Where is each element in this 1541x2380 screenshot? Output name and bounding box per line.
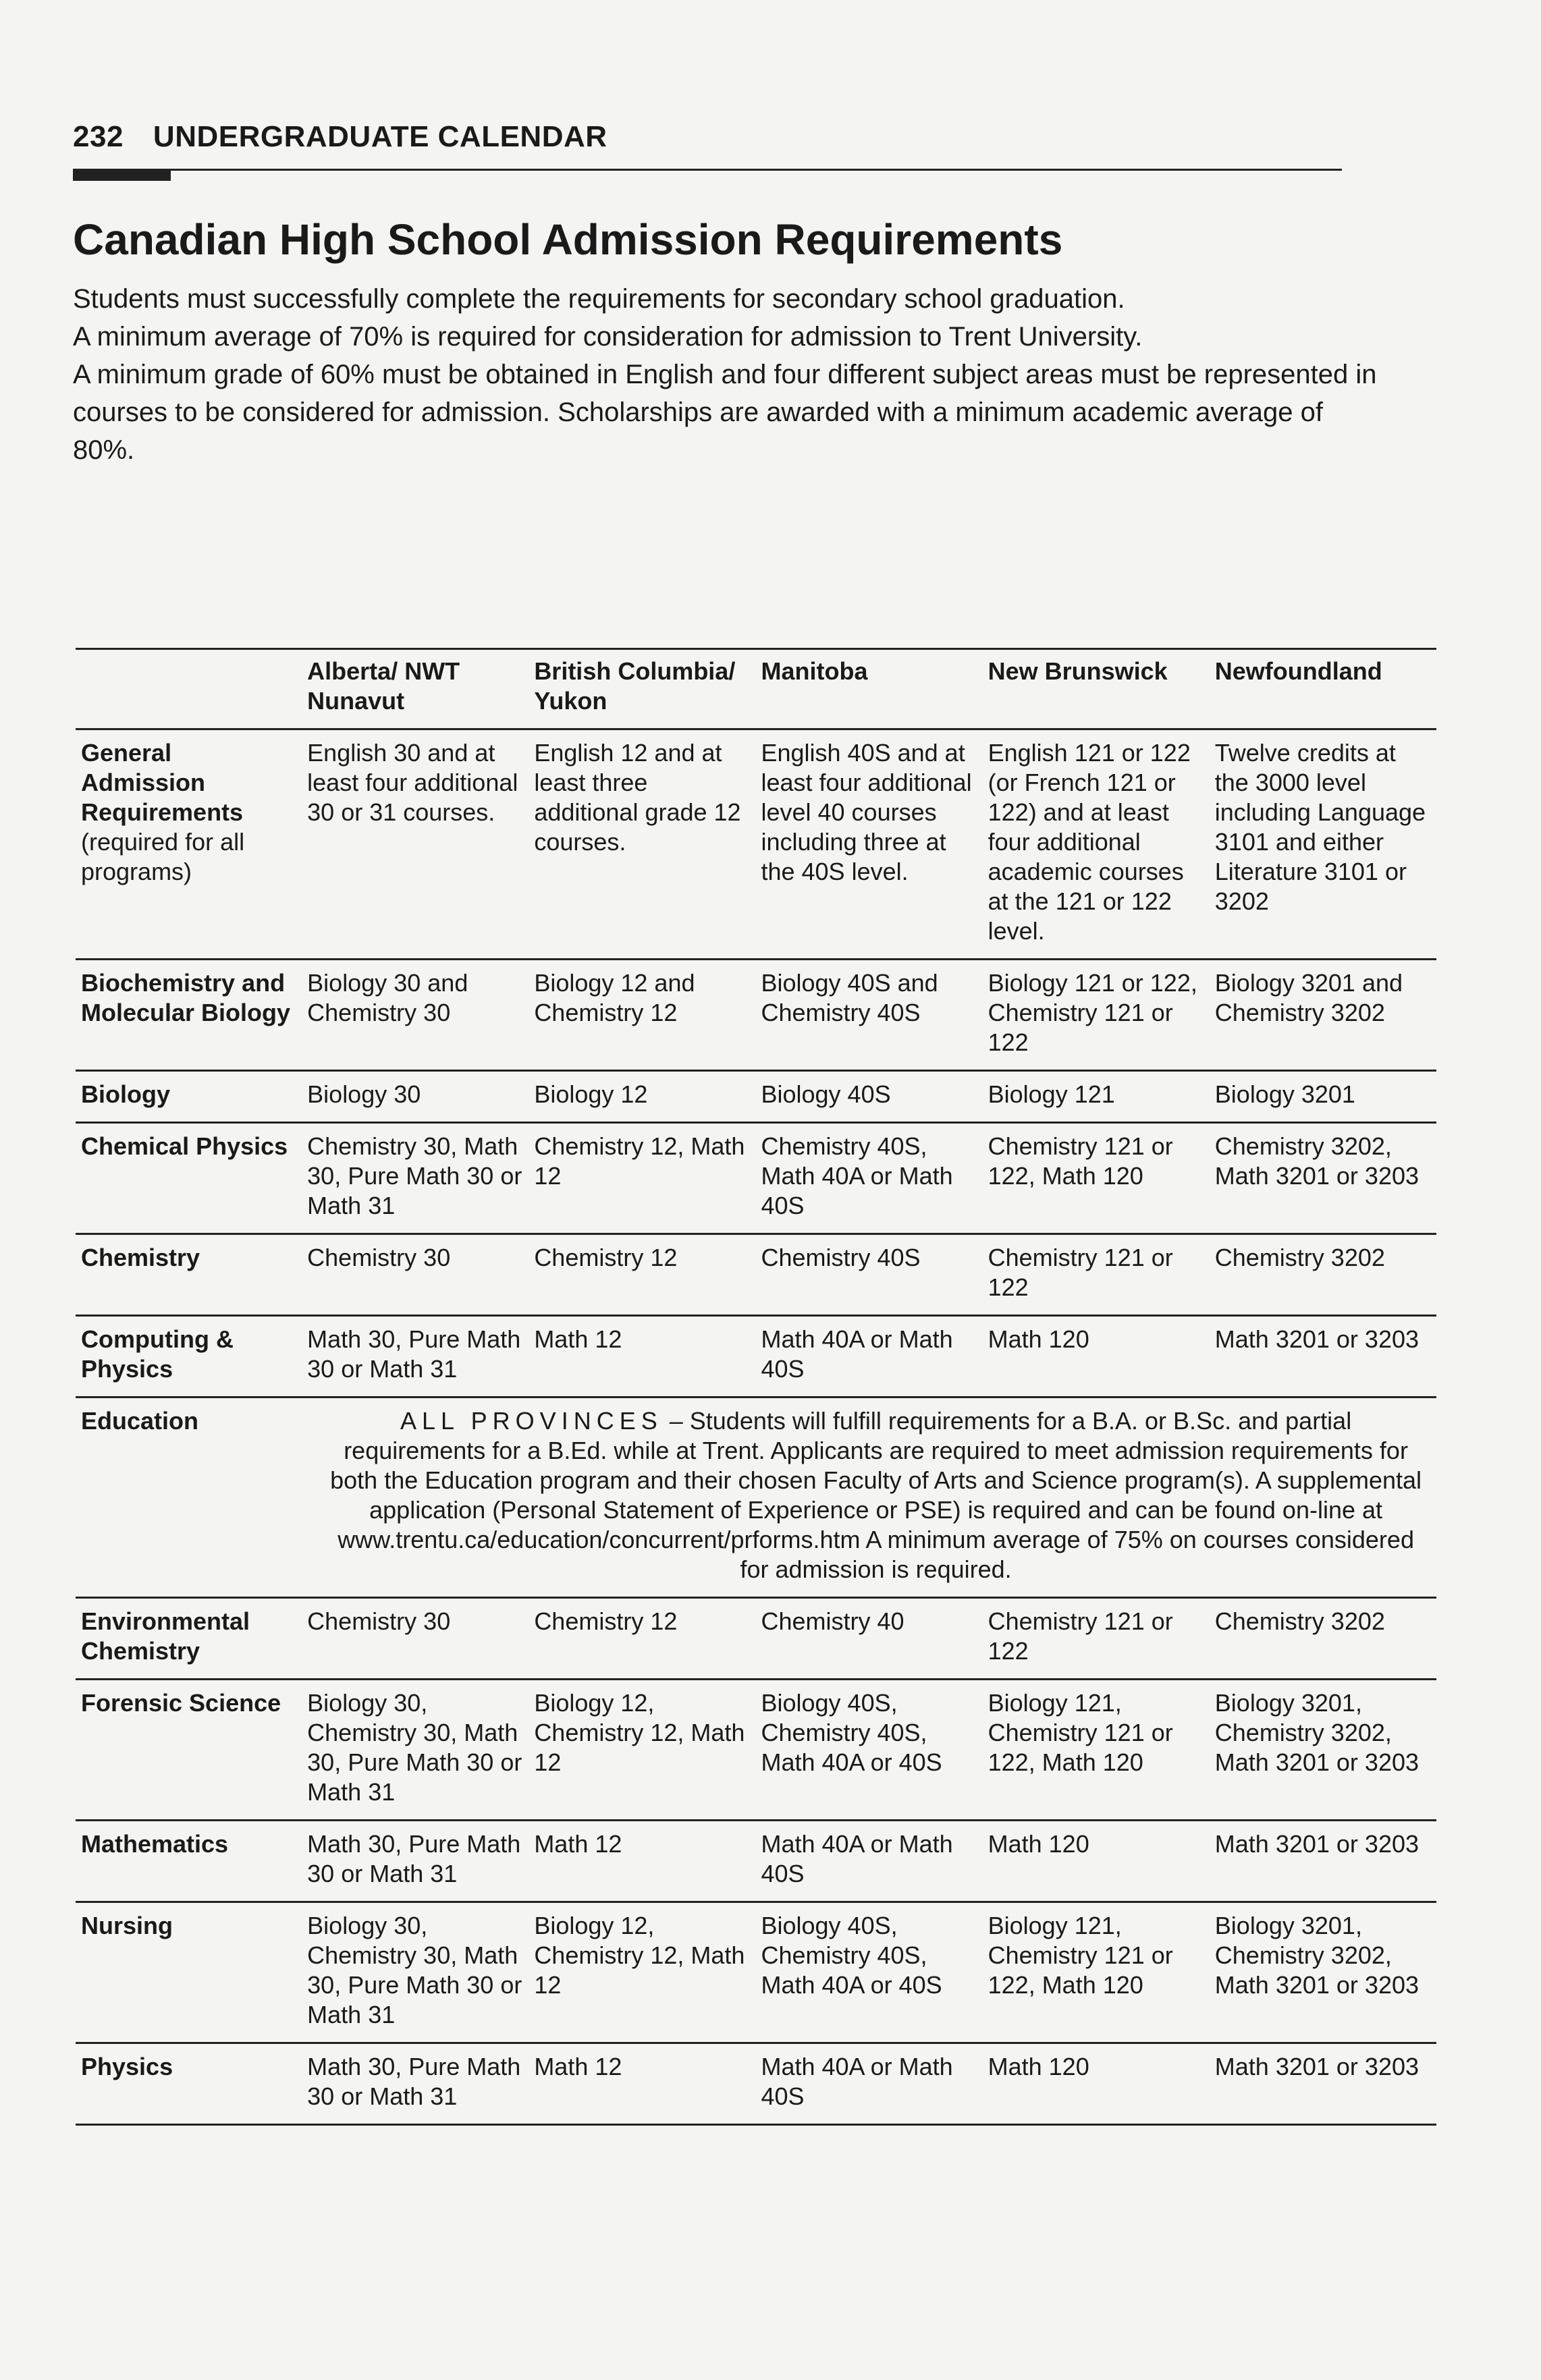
column-header: New Brunswick (983, 649, 1210, 729)
table-row (76, 1071, 1436, 1123)
table-cell: Math 120 (983, 1821, 1210, 1902)
table-cell: Math 3201 or 3203 (1210, 2043, 1436, 2125)
row-label: Education (76, 1397, 302, 1598)
table-row (76, 729, 1436, 960)
table-cell: English 30 and at least four additional 30 or 31 courses. (302, 729, 529, 960)
column-header: Newfoundland (1210, 649, 1436, 729)
header-rule (73, 169, 1342, 171)
table-cell: Chemistry 3202 (1210, 1234, 1436, 1316)
all-provinces-label: ALL PROVINCES (400, 1407, 663, 1435)
table-cell: Math 12 (529, 2043, 755, 2125)
table-cell: Math 30, Pure Math 30 or Math 31 (302, 1316, 529, 1397)
table-cell: Twelve credits at the 3000 level including Language 3101 and either Literature 3101 or 3202 (1210, 729, 1436, 960)
table-cell: Biology 12, Chemistry 12, Math 12 (529, 1680, 755, 1821)
table-cell: Biology 3201, Chemistry 3202, Math 3201 or 3203 (1210, 1902, 1436, 2043)
page-number: 232 (73, 120, 124, 153)
row-label: Physics (76, 2043, 302, 2125)
table-cell: Chemistry 121 or 122 (983, 1598, 1210, 1680)
page-title: Canadian High School Admission Requirements (73, 215, 1063, 264)
row-label: Biochemistry and Molecular Biology (76, 960, 302, 1071)
table-cell: Math 40A or Math 40S (755, 1821, 982, 1902)
table-cell: Chemistry 12, Math 12 (529, 1123, 755, 1234)
header-bar (73, 169, 171, 181)
table-cell: Math 3201 or 3203 (1210, 1316, 1436, 1397)
table-cell: Chemistry 40S (755, 1234, 982, 1316)
table-cell: Biology 121 or 122, Chemistry 121 or 122 (983, 960, 1210, 1071)
table-cell: Biology 121, Chemistry 121 or 122, Math 120 (983, 1902, 1210, 2043)
table-cell: Biology 30, Chemistry 30, Math 30, Pure Math 30 or Math 31 (302, 1680, 529, 1821)
table-cell: English 40S and at least four additional level 40 courses including three at the 40S level. (755, 729, 982, 960)
row-label-text: General Admission Requirements (81, 739, 244, 826)
row-label: Chemical Physics (76, 1123, 302, 1234)
section-title: UNDERGRADUATE CALENDAR (153, 120, 607, 153)
table-row (76, 1680, 1436, 1821)
table-row (76, 1123, 1436, 1234)
column-header: Alberta/ NWT Nunavut (302, 649, 529, 729)
table-cell: Math 30, Pure Math 30 or Math 31 (302, 2043, 529, 2125)
row-label: Environmental Chemistry (76, 1598, 302, 1680)
intro-text (73, 280, 1382, 469)
table-row (76, 1821, 1436, 1902)
column-header: British Columbia/ Yukon (529, 649, 755, 729)
table-cell: Math 40A or Math 40S (755, 2043, 982, 2125)
table-cell: Biology 3201 (1210, 1071, 1436, 1123)
table-cell: English 121 or 122 (or French 121 or 122) and at least four additional academic courses at the 121 or 122 level. (983, 729, 1210, 960)
intro-line: Students must successfully complete the requirements for secondary school graduation. (73, 284, 1125, 314)
table-row (76, 1902, 1436, 2043)
table-row (76, 2043, 1436, 2125)
table-cell: Chemistry 3202, Math 3201 or 3203 (1210, 1123, 1436, 1234)
table-cell: Biology 30, Chemistry 30, Math 30, Pure Math 30 or Math 31 (302, 1902, 529, 2043)
row-label: Nursing (76, 1902, 302, 2043)
table-cell: Chemistry 121 or 122 (983, 1234, 1210, 1316)
column-header: Manitoba (755, 649, 982, 729)
row-label: Biology (76, 1071, 302, 1123)
table-cell: Math 30, Pure Math 30 or Math 31 (302, 1821, 529, 1902)
table-row (76, 1316, 1436, 1397)
table-cell: Biology 40S, Chemistry 40S, Math 40A or 40S (755, 1680, 982, 1821)
table-cell: Chemistry 30, Math 30, Pure Math 30 or Math 31 (302, 1123, 529, 1234)
row-sublabel: (required for all programs) (81, 828, 245, 885)
table-cell: Biology 40S, Chemistry 40S, Math 40A or 40S (755, 1902, 982, 2043)
table-cell: Math 120 (983, 1316, 1210, 1397)
admission-requirements-table (76, 648, 1436, 2126)
table-header-row (76, 649, 1436, 729)
table-cell: Biology 40S and Chemistry 40S (755, 960, 982, 1071)
table-cell: Biology 30 (302, 1071, 529, 1123)
table-cell: Biology 12, Chemistry 12, Math 12 (529, 1902, 755, 2043)
table-row (76, 960, 1436, 1071)
intro-line: A minimum average of 70% is required for consideration for admission to Trent University. (73, 322, 1143, 352)
table-cell: Math 3201 or 3203 (1210, 1821, 1436, 1902)
table-cell: Math 120 (983, 2043, 1210, 2125)
table-cell: Chemistry 40 (755, 1598, 982, 1680)
page-header (73, 120, 607, 154)
table-cell: Biology 12 (529, 1071, 755, 1123)
table-cell: Chemistry 30 (302, 1598, 529, 1680)
table-cell: Biology 30 and Chemistry 30 (302, 960, 529, 1071)
table-row (76, 1397, 1436, 1598)
table-cell: Chemistry 40S, Math 40A or Math 40S (755, 1123, 982, 1234)
table-cell: Biology 12 and Chemistry 12 (529, 960, 755, 1071)
column-header (76, 649, 302, 729)
table-cell: Biology 40S (755, 1071, 982, 1123)
row-label: Forensic Science (76, 1680, 302, 1821)
row-label: Chemistry (76, 1234, 302, 1316)
education-text: – Students will fulfill requirements for a B.A. or B.Sc. and partial requirements for a B.Ed. while at Trent. Applicants are required to meet admission requirements for both the Education program and their chosen Faculty of Arts and Science program(s). A supplemental application (Personal Statement of Experience or PSE) is required and can be found on-line at www.trentu.ca/education/concurrent/prforms.htm A minimum average of 75% on courses considered for admission is required. (330, 1407, 1422, 1583)
table-row (76, 1598, 1436, 1680)
table-cell: Biology 121, Chemistry 121 or 122, Math 120 (983, 1680, 1210, 1821)
table-cell: Chemistry 12 (529, 1234, 755, 1316)
table-cell: Biology 3201 and Chemistry 3202 (1210, 960, 1436, 1071)
table-cell: Chemistry 121 or 122, Math 120 (983, 1123, 1210, 1234)
table-cell: Chemistry 30 (302, 1234, 529, 1316)
table-cell: English 12 and at least three additional grade 12 courses. (529, 729, 755, 960)
row-label: Mathematics (76, 1821, 302, 1902)
table-cell: Math 40A or Math 40S (755, 1316, 982, 1397)
table-row (76, 1234, 1436, 1316)
table-cell: Biology 121 (983, 1071, 1210, 1123)
intro-line: A minimum grade of 60% must be obtained in English and four different subject areas must be represented in courses to be considered for admission. Scholarships are awarded with a minimum academic average of 80%. (73, 360, 1377, 465)
table-cell: Math 12 (529, 1821, 755, 1902)
table-cell: Math 12 (529, 1316, 755, 1397)
table-cell: Biology 3201, Chemistry 3202, Math 3201 or 3203 (1210, 1680, 1436, 1821)
row-label (76, 729, 302, 960)
table-cell: Chemistry 12 (529, 1598, 755, 1680)
row-label: Computing & Physics (76, 1316, 302, 1397)
table-cell: Chemistry 3202 (1210, 1598, 1436, 1680)
education-note (302, 1397, 1436, 1598)
